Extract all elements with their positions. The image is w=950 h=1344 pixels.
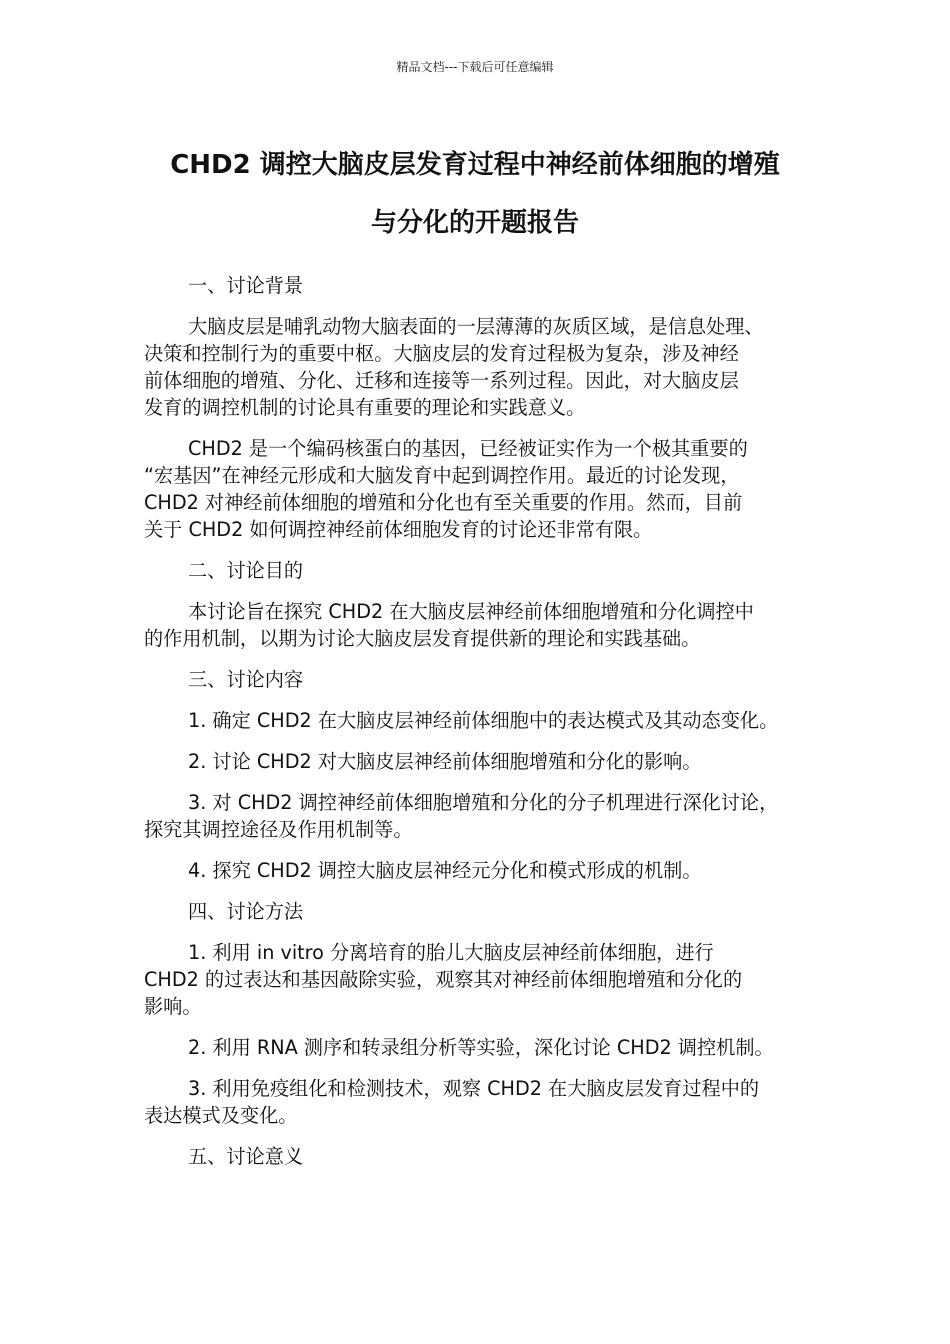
- text-line: 影响。: [144, 995, 202, 1018]
- paragraph-background-1: [144, 313, 812, 421]
- paragraph-background-2: [144, 435, 812, 543]
- content-item-4: [144, 857, 812, 884]
- content-item-1: [144, 707, 812, 734]
- text-line: 的作用机制，以期为讨论大脑皮层发育提供新的理论和实践基础。: [144, 627, 701, 650]
- method-item-2: [144, 1034, 812, 1061]
- content-item-2: [144, 748, 812, 775]
- text-line: CHD2 对神经前体细胞的增殖和分化也有至关重要的作用。然而，目前: [144, 491, 743, 514]
- text-line: 探究其调控途径及作用机制等。: [144, 818, 413, 841]
- content-item-3: [144, 789, 812, 843]
- text-line: 发育的调控机制的讨论具有重要的理论和实践意义。: [144, 396, 586, 419]
- section-heading-purpose: 二、讨论目的: [188, 559, 304, 582]
- text-line: 3. 对 CHD2 调控神经前体细胞增殖和分化的分子机理进行深化讨论，: [188, 791, 779, 814]
- text-line: 2. 讨论 CHD2 对大脑皮层神经前体细胞增殖和分化的影响。: [188, 750, 702, 773]
- text-line: 大脑皮层是哺乳动物大脑表面的一层薄薄的灰质区域，是信息处理、: [188, 315, 764, 338]
- text-line: 1. 确定 CHD2 在大脑皮层神经前体细胞中的表达模式及其动态变化。: [188, 709, 779, 732]
- text-line: CHD2 是一个编码核蛋白的基因，已经被证实作为一个极其重要的: [188, 437, 748, 460]
- paragraph-purpose: [144, 598, 812, 652]
- title-line-2: 与分化的开题报告: [370, 208, 579, 238]
- method-item-3: [144, 1075, 812, 1129]
- document-title: [140, 136, 810, 252]
- page-header-note: 精品文档---下载后可任意编辑: [396, 60, 554, 74]
- section-heading-content: 三、讨论内容: [188, 668, 304, 691]
- text-line: CHD2 的过表达和基因敲除实验，观察其对神经前体细胞增殖和分化的: [144, 968, 743, 991]
- text-line: 1. 利用 in vitro 分离培育的胎儿大脑皮层神经前体细胞，进行: [188, 941, 714, 964]
- section-heading-background: 一、讨论背景: [188, 274, 304, 297]
- text-line: 4. 探究 CHD2 调控大脑皮层神经元分化和模式形成的机制。: [188, 859, 702, 882]
- method-item-1: [144, 939, 812, 1020]
- text-line: 决策和控制行为的重要中枢。大脑皮层的发育过程极为复杂，涉及神经: [144, 342, 739, 365]
- text-line: “宏基因”在神经元形成和大脑发育中起到调控作用。最近的讨论发现，: [144, 464, 740, 487]
- text-line: 本讨论旨在探究 CHD2 在大脑皮层神经前体细胞增殖和分化调控中: [188, 600, 754, 623]
- text-line: 表达模式及变化。: [144, 1104, 298, 1127]
- section-heading-significance: 五、讨论意义: [188, 1145, 304, 1168]
- text-line: 关于 CHD2 如何调控神经前体细胞发育的讨论还非常有限。: [144, 518, 653, 541]
- text-line: 3. 利用免疫组化和检测技术，观察 CHD2 在大脑皮层发育过程中的: [188, 1077, 760, 1100]
- title-line-1: CHD2 调控大脑皮层发育过程中神经前体细胞的增殖: [170, 150, 780, 180]
- document-body: [144, 272, 812, 1184]
- text-line: 2. 利用 RNA 测序和转录组分析等实验，深化讨论 CHD2 调控机制。: [188, 1036, 774, 1059]
- section-heading-methods: 四、讨论方法: [188, 900, 304, 923]
- text-line: 前体细胞的增殖、分化、迁移和连接等一系列过程。因此，对大脑皮层: [144, 369, 739, 392]
